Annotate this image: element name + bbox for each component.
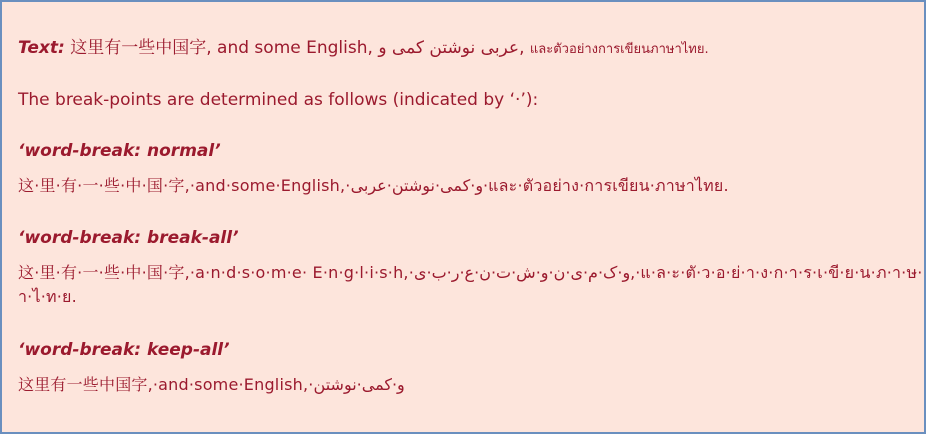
sample-normal-line: 这·里·有·一·些·中·国·字,·and·some·English,·و·کمی·نوشتن·عربى·และ·ตัวอย่าง·การเขียน·ภาษาไทย. (18, 176, 729, 195)
text-label: Text: (18, 38, 65, 58)
explanation-text: The break-points are determined as follows (indicated by ‘·’): (18, 90, 539, 110)
sample-break-all-line-2: า·ไ·ท·ย. (18, 287, 77, 306)
intro-line (18, 37, 709, 61)
sample-keep-all-line: 这里有一些中国字,·and·some·English,·و·کمی·نوشتن (18, 375, 405, 394)
intro-english: and some English, (217, 38, 373, 58)
sample-break-all-line-1: 这·里·有·一·些·中·国·字,·a·n·d·s·o·m·e· E·n·g·l·i·s·h,·و·ک·م·ی·ن·و·ش·ت·ن·ع·ر·ب·ى,·แ·ล·ะ·ตั·ว·อ·ย่·า·ง·ก·า·ร·เ·ขี·ย·น·ภ·า·ษ· (18, 263, 923, 282)
heading-break-all: ‘word-break: break-all’ (18, 228, 239, 248)
intro-chinese: 这里有一些中国字, (70, 38, 212, 58)
intro-arabic: عربى نوشتن کمی و, (378, 38, 525, 58)
intro-thai: และตัวอย่างการเขียนภาษาไทย. (529, 42, 709, 57)
heading-keep-all: ‘word-break: keep-all’ (18, 340, 230, 360)
heading-normal: ‘word-break: normal’ (18, 141, 221, 161)
